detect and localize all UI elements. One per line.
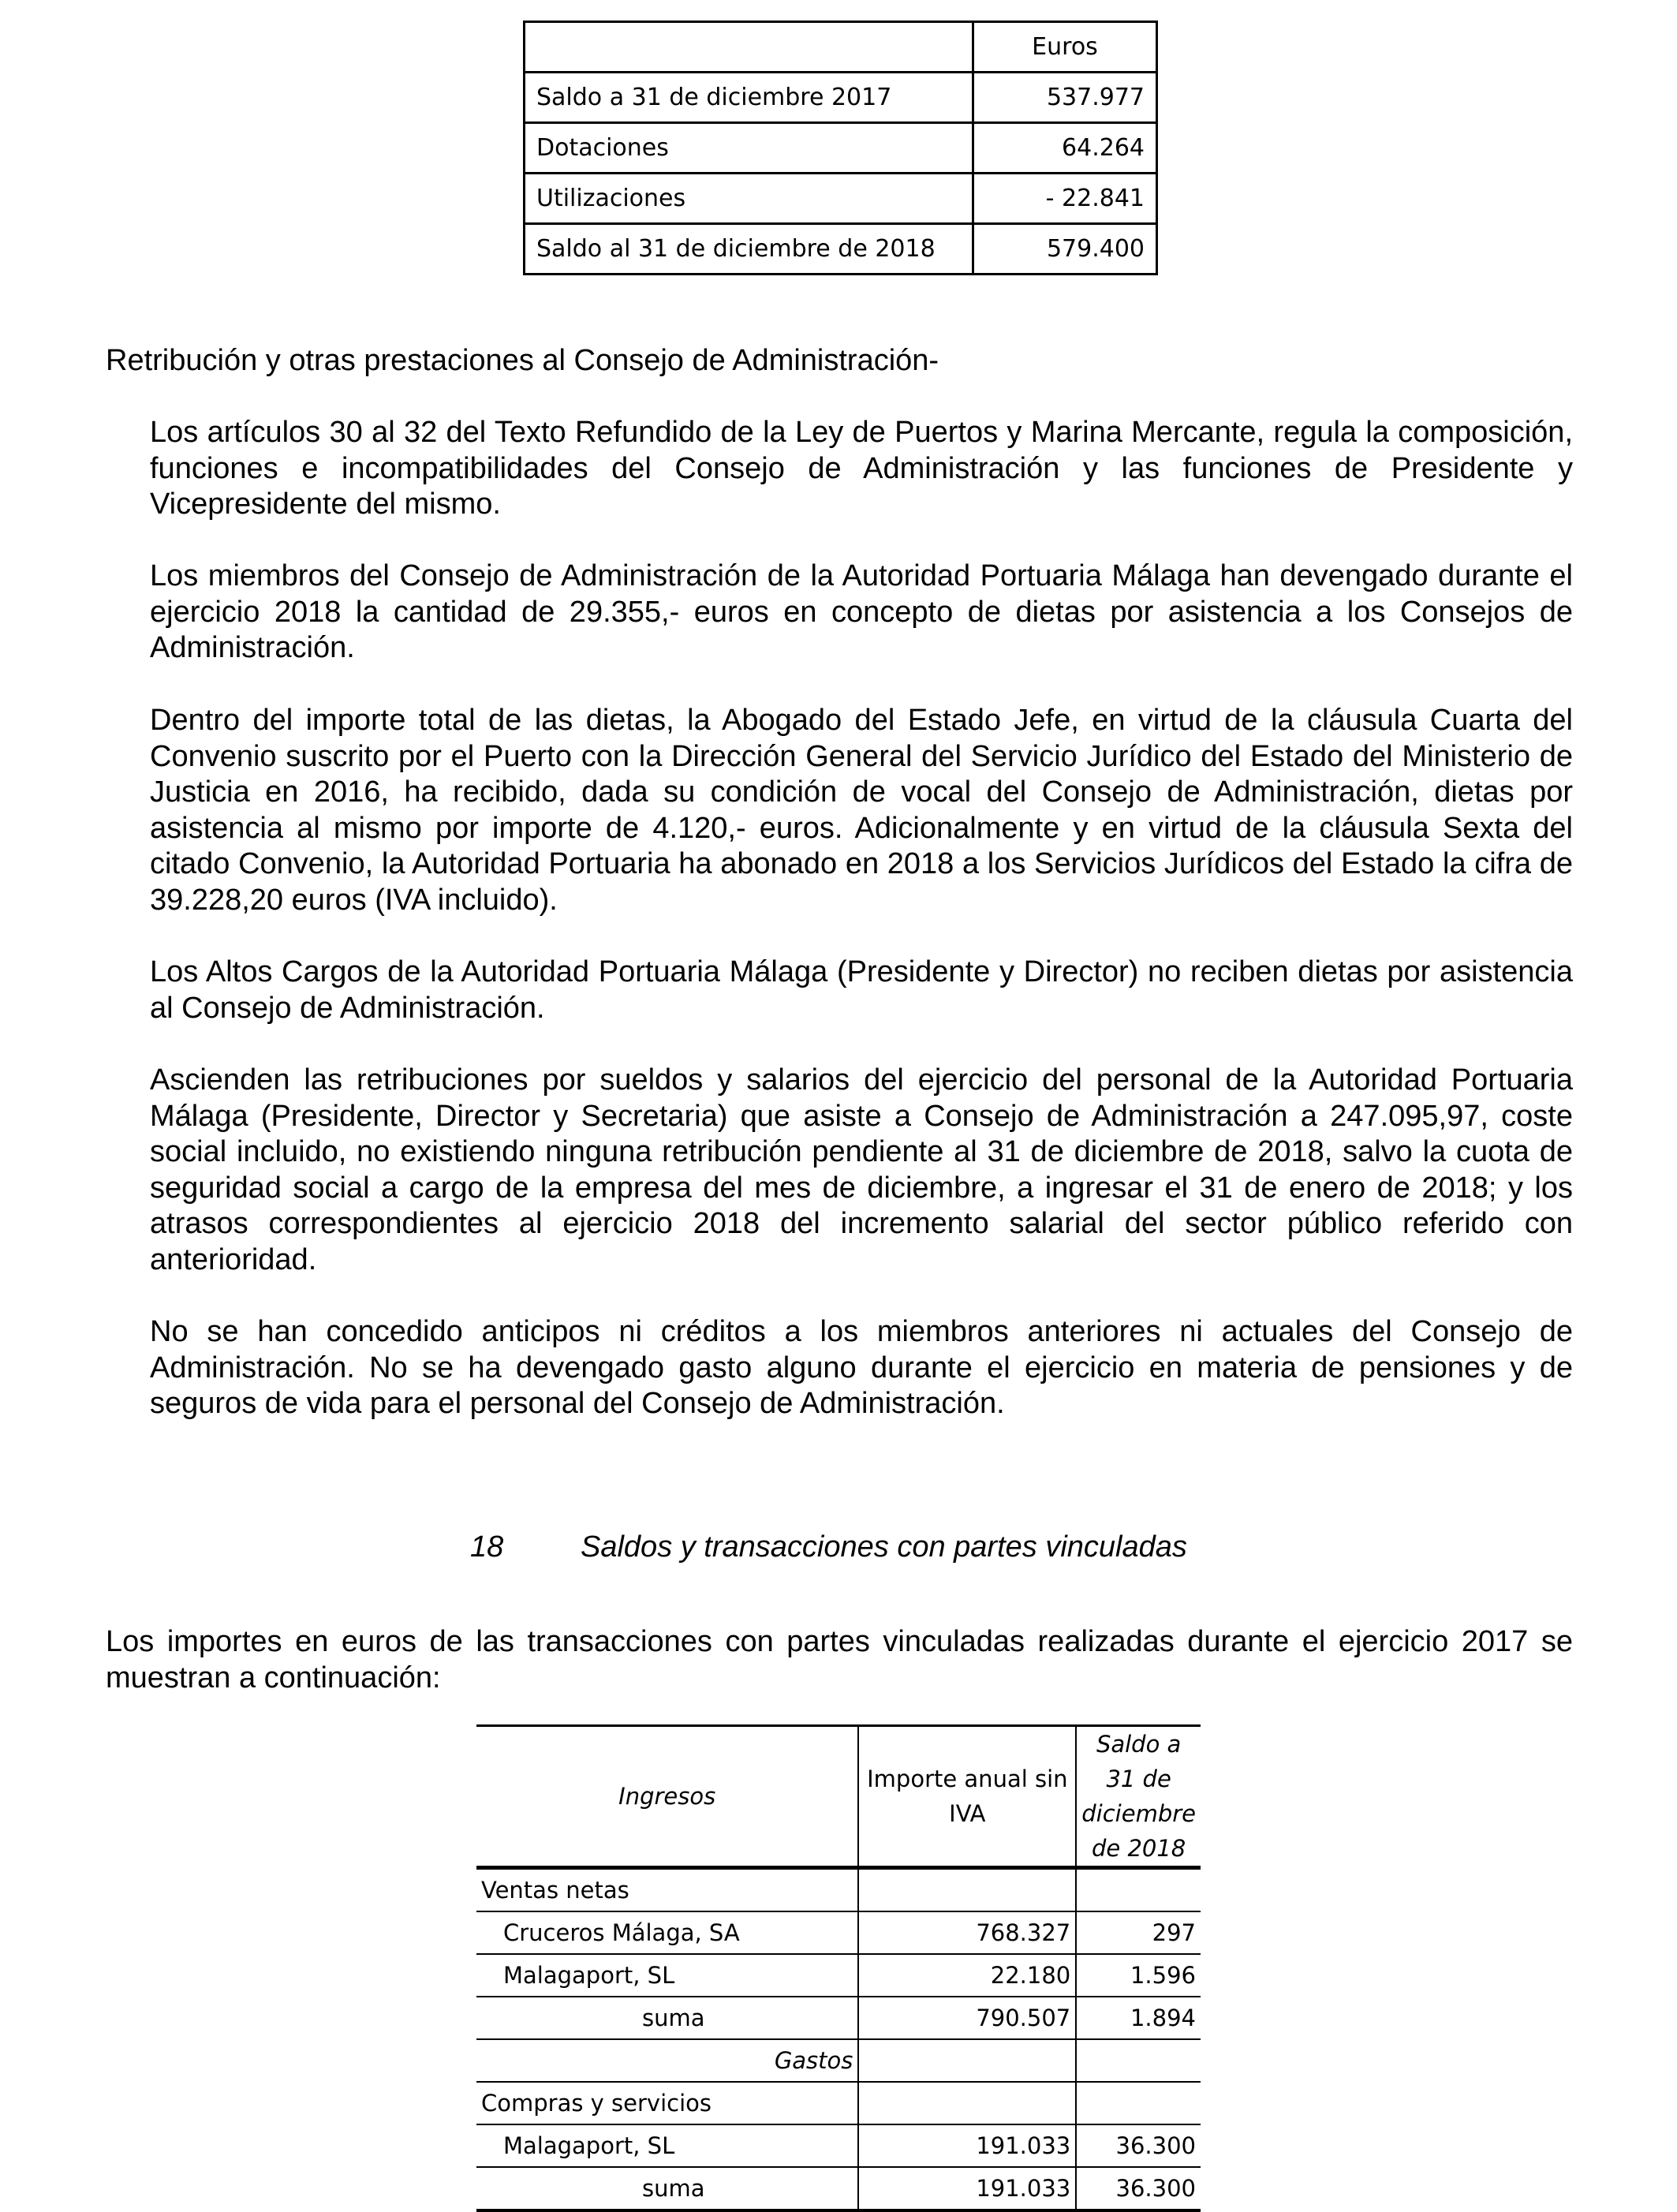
table-row	[476, 1868, 1201, 1912]
paragraph: Dentro del importe total de las dietas, la Abogado del Estado Jefe, en virtud de la cláusula Cuarta del Convenio suscrito por el Puerto con la Dirección General del Servicio Jurídico del Estado del Ministerio de Justicia en 2016, ha recibido, dada su condición de vocal del Consejo de Administración, dietas por asistencia al mismo por importe de 4.120,- euros. Adicionalmente y en virtud de la cláusula Sexta del citado Convenio, la Autoridad Portuaria ha abonado en 2018 a los Servicios Jurídicos del Estado la cifra de 39.228,20 euros (IVA incluido).	[150, 704, 1573, 917]
row-value: 64.264	[973, 123, 1157, 174]
row-value	[1076, 2082, 1201, 2124]
related-parties-table	[476, 1724, 1201, 2212]
row-value	[1076, 1868, 1201, 1912]
row-value	[858, 2039, 1076, 2082]
row-label: Malagaport, SL	[476, 2124, 858, 2167]
row-label: Saldo al 31 de diciembre de 2018	[525, 224, 973, 275]
provision-table	[523, 21, 1158, 275]
row-label: Saldo a 31 de diciembre 2017	[525, 73, 973, 123]
table-row	[476, 1997, 1201, 2039]
column-header: Importe anual sin IVA	[858, 1726, 1076, 1868]
row-value: 191.033	[858, 2124, 1076, 2167]
row-value	[858, 2082, 1076, 2124]
row-value: - 22.841	[973, 174, 1157, 224]
row-value: 36.300	[1076, 2167, 1201, 2210]
row-value: 579.400	[973, 224, 1157, 275]
table-row	[476, 2039, 1201, 2082]
column-header: Euros	[973, 22, 1157, 73]
row-value: 36.300	[1076, 2124, 1201, 2167]
row-value	[858, 1868, 1076, 1912]
paragraph: Ascienden las retribuciones por sueldos y salarios del ejercicio del personal de la Autoridad Portuaria Málaga (Presidente, Director y Secretaria) que asiste a Consejo de Administración a 247.095,97, coste social incluido, no existiendo ninguna retribución pendiente al 31 de diciembre de 2018, salvo la cuota de seguridad social a cargo de la empresa del mes de diciembre, a ingresar el 31 de enero de 2018; y los atrasos correspondientes al ejercicio 2018 del incremento salarial del sector público referido con anterioridad.	[150, 1063, 1573, 1276]
column-header: Ingresos	[476, 1726, 858, 1868]
column-header: Saldo a 31 de diciembre de 2018	[1076, 1726, 1201, 1868]
table-row	[476, 2082, 1201, 2124]
section-title: Saldos y transacciones con partes vinculadas	[581, 1530, 1187, 1564]
row-value: 191.033	[858, 2167, 1076, 2210]
table-header-row	[525, 22, 1157, 73]
table-row	[476, 1954, 1201, 1997]
table-row	[476, 1911, 1201, 1954]
row-label: suma	[476, 1997, 858, 2039]
row-label: Gastos	[476, 2039, 858, 2082]
row-label: Ventas netas	[476, 1868, 858, 1912]
row-label: Malagaport, SL	[476, 1954, 858, 1997]
row-value: 1.894	[1076, 1997, 1201, 2039]
table-row	[525, 174, 1157, 224]
row-value: 297	[1076, 1911, 1201, 1954]
row-label: Compras y servicios	[476, 2082, 858, 2124]
paragraph: Los Altos Cargos de la Autoridad Portuaria Málaga (Presidente y Director) no reciben dietas por asistencia al Consejo de Administración.	[150, 955, 1573, 1025]
row-value: 768.327	[858, 1911, 1076, 1954]
table-row	[525, 224, 1157, 275]
row-label: suma	[476, 2167, 858, 2210]
row-value: 1.596	[1076, 1954, 1201, 1997]
table-row	[476, 2124, 1201, 2167]
paragraph: Los artículos 30 al 32 del Texto Refundido de la Ley de Puertos y Marina Mercante, regula la composición, funciones e incompatibilidades del Consejo de Administración y las funciones de Presidente y Vicepresidente del mismo.	[150, 416, 1573, 521]
row-value: 22.180	[858, 1954, 1076, 1997]
row-label: Dotaciones	[525, 123, 973, 174]
section-number: 18	[470, 1530, 504, 1564]
row-label: Utilizaciones	[525, 174, 973, 224]
paragraph: No se han concedido anticipos ni créditos a los miembros anteriores ni actuales del Consejo de Administración. No se ha devengado gasto alguno durante el ejercicio en materia de pensiones y de seguros de vida para el personal del Consejo de Administración.	[150, 1315, 1573, 1420]
paragraph: Los miembros del Consejo de Administración de la Autoridad Portuaria Málaga han devengado durante el ejercicio 2018 la cantidad de 29.355,- euros en concepto de dietas por asistencia a los Consejos de Administración.	[150, 559, 1573, 664]
table-row	[525, 73, 1157, 123]
table-header-row	[476, 1726, 1201, 1868]
intro-paragraph: Los importes en euros de las transacciones con partes vinculadas realizadas durante el ejercicio 2017 se muestran a continuación:	[106, 1625, 1573, 1694]
row-value: 537.977	[973, 73, 1157, 123]
row-value: 790.507	[858, 1997, 1076, 2039]
table-row	[525, 123, 1157, 174]
table-cell	[525, 22, 973, 73]
table-row	[476, 2167, 1201, 2210]
section-heading: Retribución y otras prestaciones al Consejo de Administración-	[106, 344, 939, 377]
row-value	[1076, 2039, 1201, 2082]
row-label: Cruceros Málaga, SA	[476, 1911, 858, 1954]
